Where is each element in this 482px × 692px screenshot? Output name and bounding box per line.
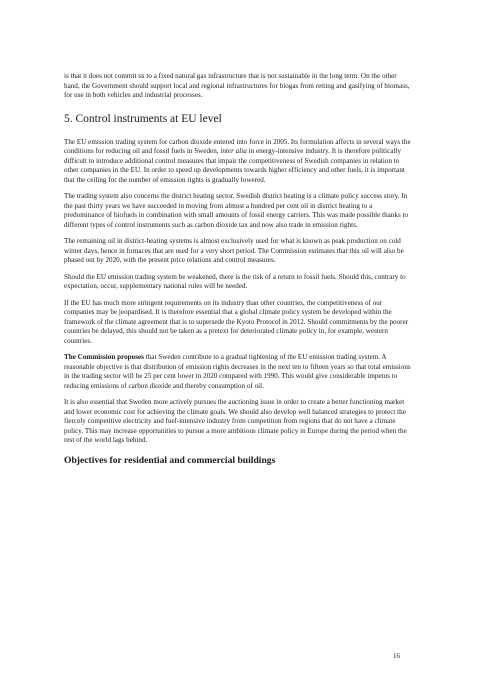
paragraph-competitiveness: If the EU has much more stringent requirements on its industry than other countries, the competitiveness of our companies may be jeopardised. It is therefore essential that a global climate policy system be developed within the framework of the climate agreement that is to supersede the Kyoto Protocol in 2012. Should commitments by the poorer countries be delayed, this should not be taken as a pretext for deteriorated climate policy in, for example, western countries.	[64, 298, 409, 345]
paragraph-commission-proposal	[64, 353, 412, 391]
paragraph-remaining-oil: The remaining oil in district-heating systems is almost exclusively used for what is known as peak production on cold winter days, hence in furnaces that are used for a very short period. The Commission estimates that this oil will also be phased out by 2020, with the present price relations and control measures.	[64, 237, 404, 264]
text-run: that Sweden contribute to a gradual tightening of the EU emission trading system. A reasonable objective is that distribution of emission rights decreases in the next ten to fifteen years so that total emissions in the trading sector will be 25 per cent lower in 2020 compared with 1990. This would give considerable impetus to reducing emissions of carbon dioxide and thereby consumption of oil.	[64, 353, 411, 390]
text-run: in energy-intensive industry. It is therefore politically difficult to introduce additional control measures that impair the competitiveness of Swedish companies in relation to other companies in the EU. In order to speed up developments towards higher efficiency and other fuels, it is important that the ceiling for the number of emission rights is gradually lowered.	[64, 147, 405, 184]
paragraph-biogas: is that it does not commit us to a fixed natural gas infrastructure that is not sustainable in the long term. On the other hand, the Government should support local and regional infrastructures for biogas from retting and gasifying of biomass, for use in both vehicles and industrial processes.	[64, 72, 410, 99]
section-heading-residential-buildings: Objectives for residential and commercial buildings	[64, 454, 276, 466]
section-heading-eu-control-instruments: 5. Control instruments at EU level	[64, 112, 222, 125]
text-run: The EU emission trading system for carbon dioxide entered into force in 2005. Its formulation affects in several ways the conditions for reducing oil and fossil fuels in Sweden,	[64, 137, 411, 155]
page-number: 16	[393, 652, 400, 660]
bold-text: The Commission proposes	[64, 353, 144, 361]
paragraph-weakened-system: Should the EU emission trading system be weakened, there is the risk of a return to fossil fuels. Should this, contrary to expectation, occur, supplementary national rules will be needed.	[64, 272, 406, 290]
italic-text: inter alia	[220, 147, 247, 155]
paragraph-district-heating: The trading system also concerns the district heating sector. Swedish district heating is a climate policy success story. In the past thirty years we have succeeded in moving from almost a hundred per cent oil in district heating to a predominance of biofuels in combination with small amounts of fossil energy carriers. This was made possible thanks to different types of control instruments such as carbon dioxide tax and now also trade in emission rights.	[64, 192, 409, 229]
paragraph-emission-trading	[64, 138, 412, 186]
paragraph-auctioning: It is also essential that Sweden more actively pursues the auctioning issue in order to create a better functioning market and lower economic cost for achieving the climate goals. We should also develop well balanced strategies to protect the fiercely competitive electricity and fuel-intensive industry from competition from regions that do not have a climate policy. This may increase opportunities to pursue a more ambitious climate policy in Europe during the period when the rest of the world lags behind.	[64, 398, 407, 444]
page-content	[64, 72, 412, 467]
